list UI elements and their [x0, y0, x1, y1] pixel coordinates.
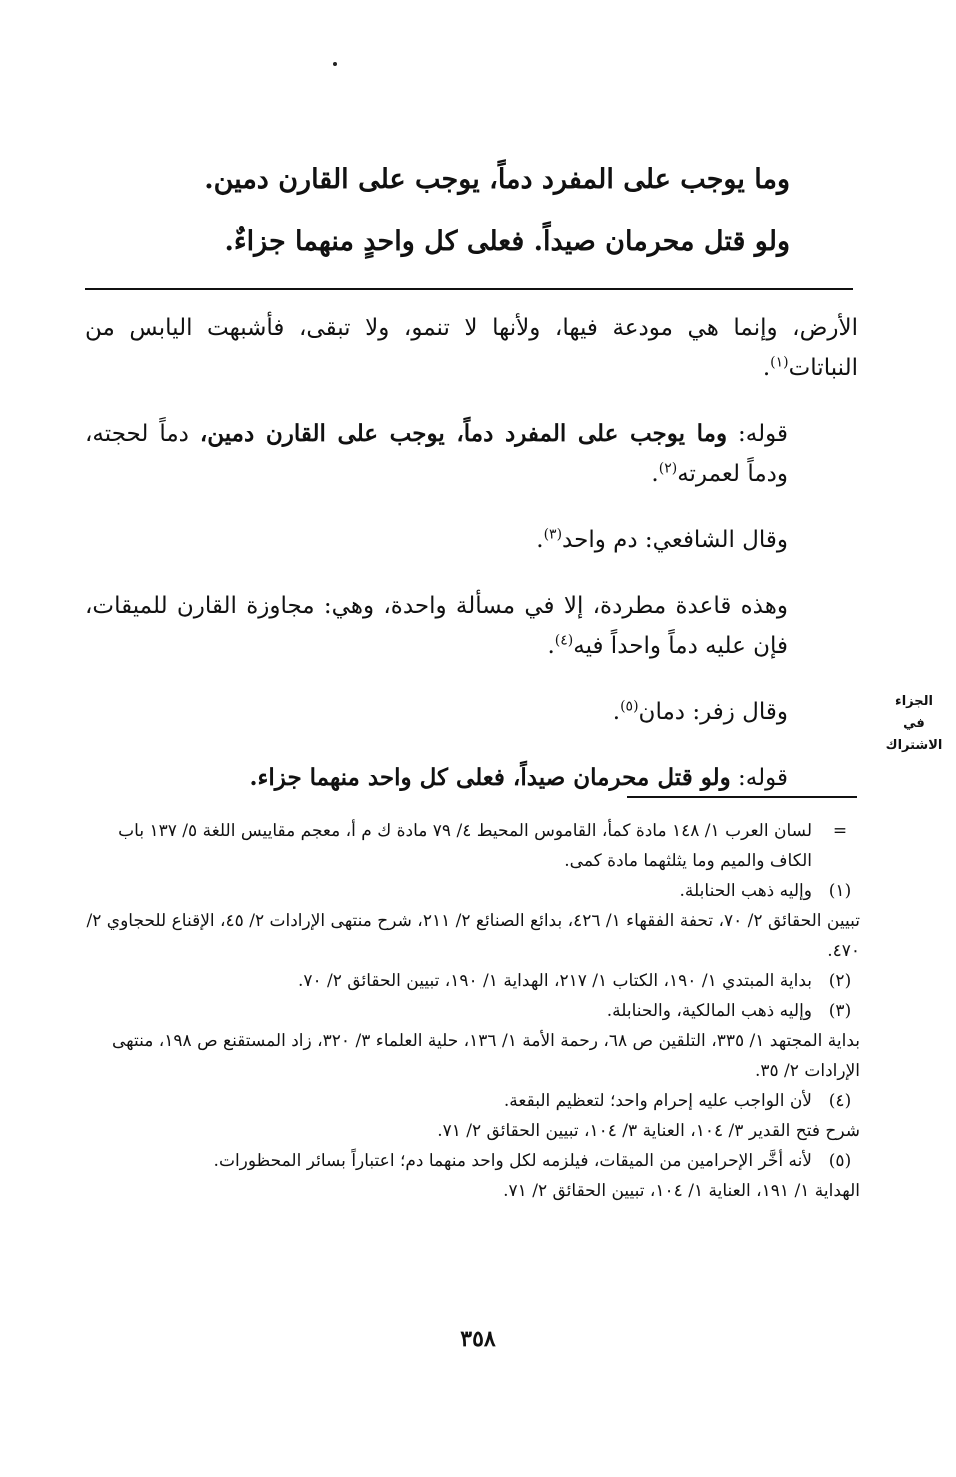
footnote-text: لأن الواجب عليه إحرام واحد؛ لتعظيم البقعة.: [503, 1091, 812, 1111]
footnote-entry: [85, 996, 860, 1026]
footnote-text: لأنه أخَّر الإحرامين من الميقات، فيلزمه لكل واحد منهما دم؛ اعتباراً بسائر المحظورات.: [213, 1151, 812, 1171]
footnote-text: بداية المبتدي ١/ ١٩٠، الكتاب ١/ ٢١٧، الهداية ١/ ١٩٠، تبيين الحقائق ٢/ ٧٠.: [297, 971, 812, 991]
footnote-ref-3[interactable]: (٣): [543, 526, 563, 543]
p2-end: .: [651, 461, 659, 487]
margin-heading-line-1: الجزاء: [895, 694, 933, 709]
commentary-paragraph-5: [85, 692, 858, 732]
p5-text: وقال زفر: دمان: [638, 699, 788, 725]
p3-text: وقال الشافعي: دم واحد: [562, 527, 788, 553]
footnote-entry: [85, 1176, 860, 1206]
commentary-paragraph-1: [85, 308, 858, 388]
margin-heading: [874, 691, 954, 757]
footnote-entry: [85, 816, 860, 876]
commentary-paragraph-4: [85, 586, 858, 666]
footnote-entry: [85, 906, 860, 966]
footnote-ref-4[interactable]: (٤): [554, 632, 574, 649]
page-number: ٣٥٨: [460, 1326, 496, 1352]
footnote-number: =: [832, 821, 848, 841]
footnote-text: بداية المجتهد ١/ ٣٣٥، التلقين ص ٦٨، رحمة الأمة ١/ ١٣٦، حلية العلماء ٣/ ٣٢٠، زاد المستقنع ص ١٩٨، منتهى الإرادات ٢/ ٣٥.: [112, 1031, 860, 1081]
footnote-entry: [85, 1086, 860, 1116]
footnote-text: وإليه ذهب الحنابلة.: [679, 881, 812, 901]
margin-heading-line-2: في: [903, 716, 925, 731]
footnote-separator-rule: [627, 796, 857, 798]
footnote-entry: [85, 966, 860, 996]
footnote-number: (٣): [828, 1001, 852, 1021]
footnote-entry: [85, 1116, 860, 1146]
footnote-entry: [85, 876, 860, 906]
p1-end: .: [762, 355, 771, 381]
footnote-number: (٢): [828, 971, 852, 991]
p6-quoted-matn: ولو قتل محرمان صيداً، فعلى كل واحد منهما جزاء.: [249, 764, 731, 791]
footnote-number: (٤): [828, 1091, 852, 1111]
p2-intro: قوله:: [727, 421, 788, 447]
footnote-entry: [85, 1026, 860, 1086]
matn-line-2: ولو قتل محرمان صيداً. فعلى كل واحدٍ منهما جزاءٌ.: [224, 226, 790, 257]
footnote-ref-5[interactable]: (٥): [620, 698, 639, 715]
footnote-ref-2[interactable]: (٢): [658, 460, 678, 477]
margin-heading-line-3: الاشتراك: [885, 738, 943, 753]
commentary-paragraph-2: [85, 414, 858, 494]
p4-end: .: [547, 633, 555, 659]
p4-text: وهذه قاعدة مطردة، إلا في مسألة واحدة، وهي: مجاوزة القارن للميقات، فإن عليه دماً واحداً فيه: [85, 593, 788, 659]
footnote-number: (٥): [828, 1151, 852, 1171]
ink-dot: [333, 62, 337, 66]
footnote-ref-1[interactable]: (١): [770, 354, 789, 371]
p3-end: .: [536, 527, 544, 553]
matn-line-1: وما يوجب على المفرد دماً، يوجب على القارن دمين.: [204, 164, 790, 195]
footnote-number: (١): [828, 881, 852, 901]
p2-text: دماً لحجته، ودماً لعمرته: [85, 421, 788, 487]
footnote-text: تبيين الحقائق ٢/ ٧٠، تحفة الفقهاء ١/ ٤٢٦، بدائع الصنائع ٢/ ٢١١، شرح منتهى الإرادات ٢/ ٤٥، الإقناع للحجاوي ٢/ ٤٧٠.: [86, 911, 860, 961]
p2-quoted-matn: وما يوجب على المفرد دماً، يوجب على القارن دمين،: [199, 420, 728, 447]
footnote-text: وإليه ذهب المالكية، والحنابلة.: [606, 1001, 812, 1021]
footnotes-block: [85, 816, 860, 1206]
p1-text: الأرض، وإنما هي مودعة فيها، ولأنها لا تنمو، ولا تبقى، فأشبهت اليابس من النباتات: [85, 315, 858, 381]
footnote-text: الهداية ١/ ١٩١، العناية ١/ ١٠٤، تبيين الحقائق ٢/ ٧١.: [503, 1181, 860, 1201]
p6-intro: قوله:: [730, 765, 788, 791]
p5-end: .: [612, 699, 621, 725]
footnote-text: شرح فتح القدير ٣/ ١٠٤، العناية ٣/ ١٠٤، تبيين الحقائق ٢/ ٧١.: [437, 1121, 860, 1141]
footnote-entry: [85, 1146, 860, 1176]
matn-separator-rule: [85, 288, 853, 290]
commentary-block: [85, 308, 858, 798]
commentary-paragraph-3: [85, 520, 858, 560]
footnote-text: لسان العرب ١/ ١٤٨ مادة كمأ، القاموس المحيط ٤/ ٧٩ مادة ك م أ، معجم مقاييس اللغة ٥/ ١٣٧ باب الكاف والميم وما يثلثهما مادة كمى.: [118, 821, 812, 871]
commentary-paragraph-6: [85, 758, 858, 798]
